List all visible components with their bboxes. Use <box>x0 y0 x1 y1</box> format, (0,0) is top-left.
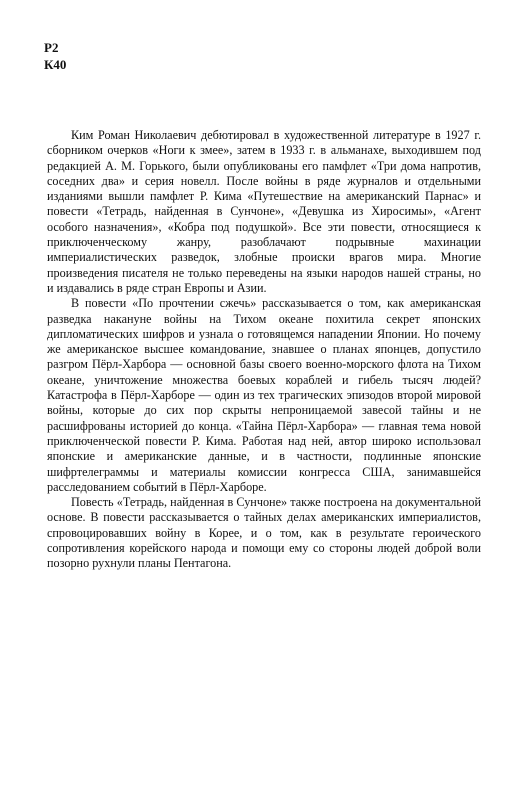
paragraph-second-novel: Повесть «Тетрадь, найденная в Сунчоне» также построена на документальной основе. В повести рассказывается о тайных делах американских империалистов, спровоцировавших войну в Корее, и о том, как в результате героического сопротивления корейского народа и помощи ему со стороны людей доброй воли позорно рухнули планы Пентагона. <box>47 495 481 571</box>
classification-code-author-mark: К40 <box>44 57 67 72</box>
classification-code-bbk: Р2 <box>44 40 59 55</box>
paragraph-novel-synopsis: В повести «По прочтении сжечь» рассказывается о том, как американская разведка накануне войны на Тихом океане похитила секрет японских дипломатических шифров и узнала о готовящемся нападении Японии. Но почему же американское высшее командование, знавшее о планах японцев, допустило разгром Пёрл-Харбора — основной базы своего военно-морского флота на Тихом океане, уничтожение множества боевых кораблей и гибель тысяч людей? Катастрофа в Пёрл-Харборе — один из тех трагических эпизодов второй мировой войны, которые до сих пор скрыты непроницаемой завесой тайны и не расшифрованы историей до конца. «Тайна Пёрл-Харбора» — главная тема новой приключенческой повести Р. Кима. Работая над ней, автор широко использовал японские и американские данные, и в частности, подлинные японские шифртелеграммы и материалы комиссии конгресса США, занимавшейся расследованием событий в Пёрл-Харборе. <box>47 296 481 494</box>
library-classification <box>44 39 66 73</box>
annotation-text <box>47 128 481 572</box>
paragraph-author-bio: Ким Роман Николаевич дебютировал в художественной литературе в 1927 г. сборником очерков «Ноги к змее», затем в 1933 г. в альманахе, выходившем под редакцией А. М. Горького, были опубликованы его памфлет «Три дома напротив, соседних два» и серия новелл. После войны в ряде журналов и отдельными изданиями вышли памфлет Р. Кима «Путешествие на американский Парнас» и повести «Тетрадь, найденная в Сунчоне», «Девушка из Хиросимы», «Агент особого назначения», «Кобра под подушкой». Все эти повести, относящиеся к приключенческому жанру, разоблачают подрывные махинации империалистических разведок, злобные происки врагов мира. Многие произведения писателя не только переведены на языки народов нашей страны, но и издавались в ряде стран Европы и Азии. <box>47 128 481 295</box>
